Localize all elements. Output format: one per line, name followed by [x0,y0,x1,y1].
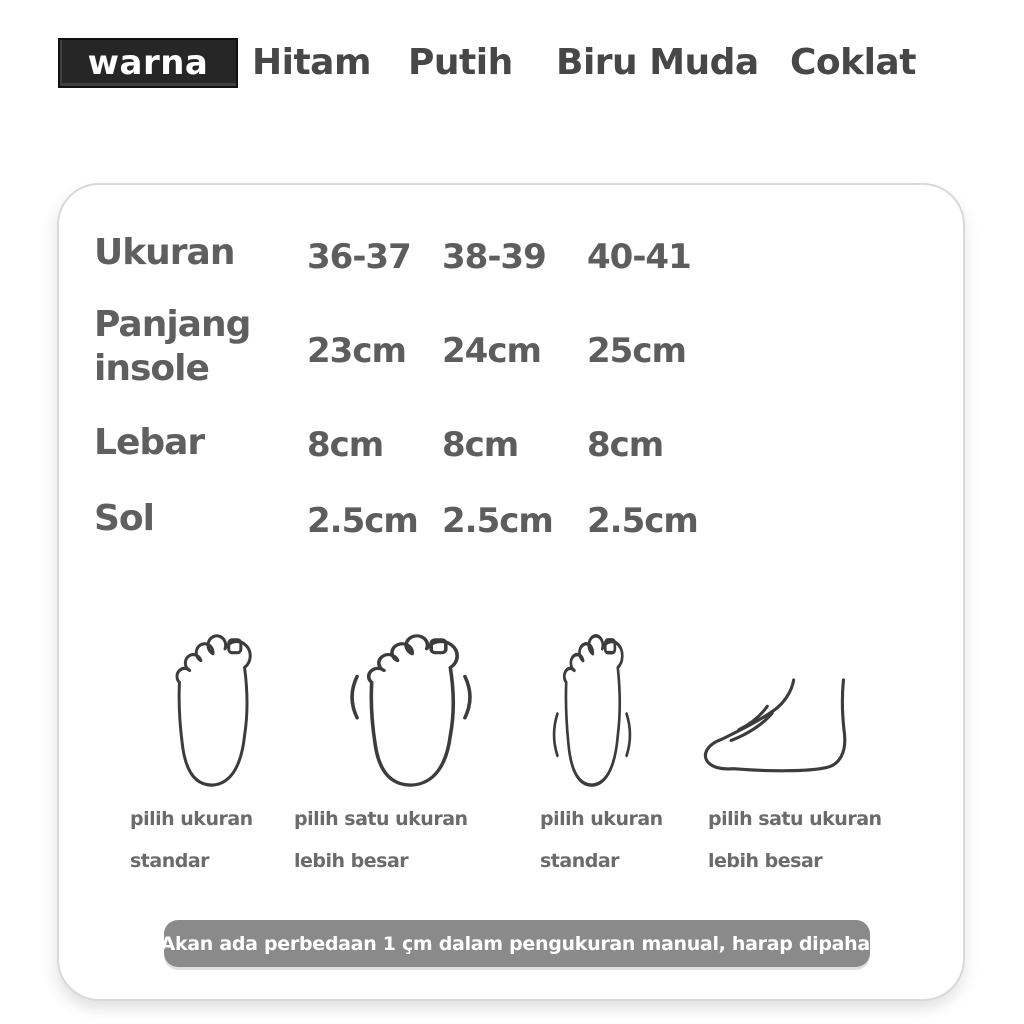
ukuran-value-1: 36-37 [307,237,411,277]
insole-length-value-3: 25cm [587,331,686,371]
color-option-coklat: Coklat [790,42,916,83]
color-attribute-box [58,38,238,88]
measurement-note-text: * Akan ada perbedaan 1 çm dalam pengukuran manual, harap dipaham [144,932,890,955]
fit-caption-3 [540,808,663,872]
color-option-hitam: Hitam [252,42,371,83]
footprint-narrow-icon [550,627,634,795]
insole-line: insole [94,348,209,389]
lebar-value-1: 8cm [307,425,384,465]
size-row-label-sol: Sol [94,498,154,539]
size-row-label-ukuran: Ukuran [94,232,235,273]
fit-caption-4-line1: pilih satu ukuran [708,808,882,830]
insole-length-value-2: 24cm [442,331,541,371]
ukuran-value-2: 38-39 [442,237,546,277]
fit-caption-4 [708,808,882,872]
sol-value-1: 2.5cm [307,501,418,541]
size-row-label-panjang-insole [94,303,319,391]
fit-caption-1-line2: standar [130,850,210,872]
foot-side-view-icon [696,678,862,795]
size-row-label-lebar: Lebar [94,422,205,463]
footprint-standard-icon [159,627,265,795]
color-option-putih: Putih [408,42,513,83]
fit-caption-3-line2: standar [540,850,620,872]
lebar-value-2: 8cm [442,425,519,465]
color-option-biru-muda: Biru Muda [556,42,759,83]
sol-value-3: 2.5cm [587,501,698,541]
fit-caption-4-line2: lebih besar [708,850,823,872]
fit-caption-1 [130,808,253,872]
measurement-note-pill [144,920,890,967]
fit-caption-1-line1: pilih ukuran [130,808,253,830]
footprint-wide-icon [347,627,475,795]
fit-caption-3-line1: pilih ukuran [540,808,663,830]
fit-caption-2-line1: pilih satu ukuran [294,808,468,830]
sol-value-2: 2.5cm [442,501,553,541]
fit-caption-2-line2: lebih besar [294,850,409,872]
panjang-line: Panjang [94,304,251,345]
color-attribute-label: warna [87,43,209,83]
fit-caption-2 [294,808,468,872]
size-chart-card [57,183,965,1001]
insole-length-value-1: 23cm [307,331,406,371]
lebar-value-3: 8cm [587,425,664,465]
ukuran-value-3: 40-41 [587,237,691,277]
